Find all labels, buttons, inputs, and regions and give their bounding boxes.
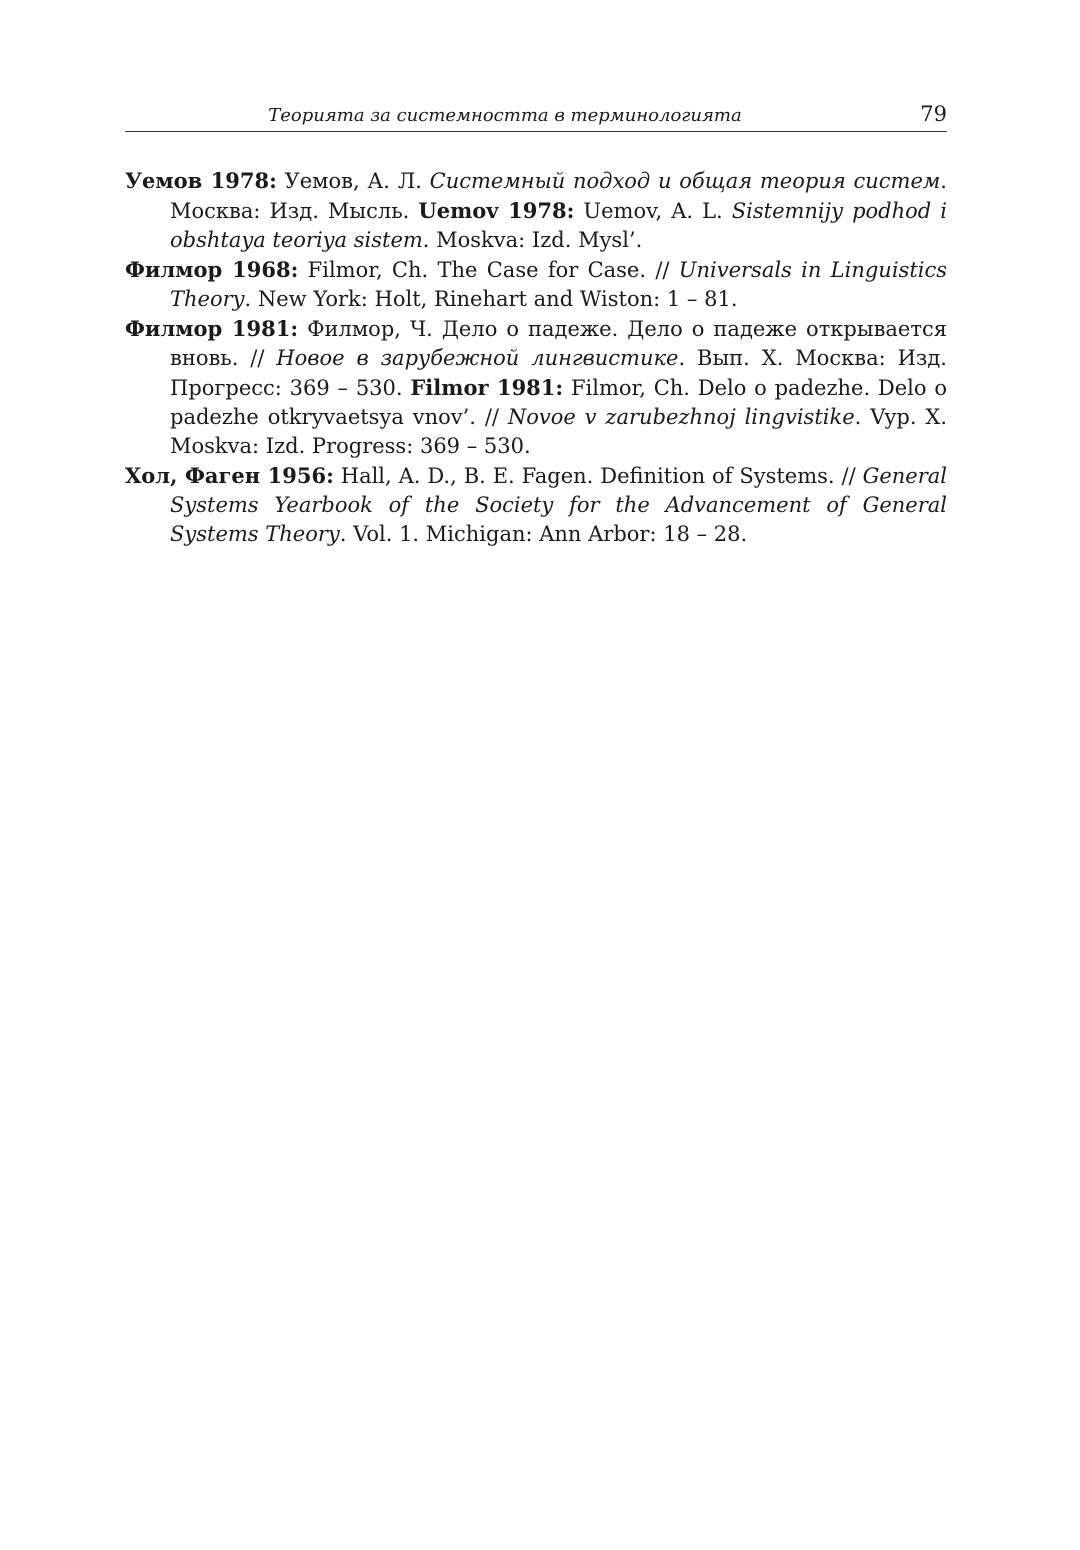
reference-details: . Москва: Изд. Мысль. bbox=[170, 169, 947, 223]
reference-label: Филмор 1981: bbox=[125, 316, 299, 341]
reference-label: Уемов 1978: bbox=[125, 168, 277, 193]
reference-entry-filmor-1968 bbox=[125, 255, 947, 314]
transliteration-label: Filmor 1981: bbox=[410, 375, 564, 400]
reference-entry-uemov-1978 bbox=[125, 166, 947, 255]
transliteration-authors: Filmor, Ch. Delo o padezhe. Delo o padezhe otkryvaetsya vnov’. // bbox=[170, 376, 947, 429]
reference-details: . Вып. X. Москва: Изд. Прогресс: 369 – 530. bbox=[170, 346, 947, 400]
reference-list bbox=[125, 166, 947, 549]
transliteration-title: Sistemnijy podhod i obshtaya teoriya sistem bbox=[170, 199, 947, 252]
page-header bbox=[125, 99, 947, 132]
reference-title: Universals in Linguistics Theory bbox=[170, 258, 948, 311]
reference-title: General Systems Yearbook of the Society for the Advancement of General Systems Theory bbox=[170, 464, 947, 546]
reference-details: . Vol. 1. Michigan: Ann Arbor: 18 – 28. bbox=[339, 522, 748, 546]
reference-authors: Филмор, Ч. Дело о падеже. Дело о падеже открывается вновь. // bbox=[170, 317, 947, 370]
reference-authors: Уемов, А. Л. bbox=[276, 169, 430, 193]
transliteration-authors: Uemov, A. L. bbox=[574, 199, 732, 223]
reference-label: Филмор 1968: bbox=[125, 257, 299, 282]
reference-entry-filmor-1981 bbox=[125, 314, 947, 461]
transliteration-label: Uemov 1978: bbox=[418, 198, 575, 223]
reference-entry-hall-fagen-1956 bbox=[125, 461, 947, 549]
transliteration-title: Novoe v zarubezhnoj lingvistike bbox=[507, 405, 855, 429]
reference-label: Хол, Фаген 1956: bbox=[125, 463, 334, 488]
reference-title: Системный подход и общая теория систем bbox=[429, 169, 941, 193]
reference-authors: Filmor, Ch. The Case for Case. // bbox=[298, 258, 679, 282]
reference-title: Новое в зарубежной лингвистике bbox=[276, 346, 679, 370]
running-head-title: Теорията за системността в терминологията bbox=[268, 105, 742, 126]
page-number: 79 bbox=[920, 102, 947, 126]
transliteration-details: . Moskva: Izd. Mysl’. bbox=[422, 228, 643, 252]
reference-authors: Hall, A. D., B. E. Fagen. Definition of Systems. // bbox=[333, 464, 863, 488]
transliteration-details: . Vyp. X. Moskva: Izd. Progress: 369 – 530. bbox=[170, 405, 947, 458]
reference-details: . New York: Holt, Rinehart and Wiston: 1 – 81. bbox=[244, 287, 738, 311]
